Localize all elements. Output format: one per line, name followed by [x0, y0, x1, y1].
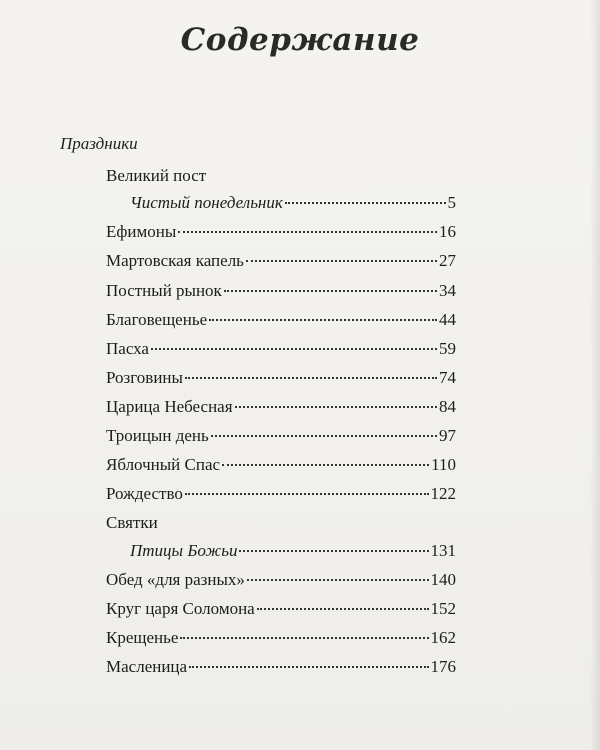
toc-entry-title: Масленица	[106, 657, 188, 676]
dot-leader	[211, 435, 437, 437]
toc-entry-page: 131	[430, 541, 456, 560]
toc-entry-page: 16	[439, 222, 456, 241]
toc-entry-page: 140	[430, 570, 456, 589]
toc-entry[interactable]	[106, 455, 456, 479]
toc-entry-page: 5	[447, 193, 456, 212]
dot-leader	[247, 579, 429, 581]
toc-entry[interactable]	[106, 339, 456, 363]
toc-heading-lent: Великий пост	[106, 166, 207, 185]
toc-entry-page: 97	[439, 426, 456, 445]
dot-leader	[239, 550, 428, 552]
dot-leader	[285, 202, 446, 204]
dot-leader	[185, 377, 437, 379]
toc-entry-title: Яблочный Спас	[106, 455, 221, 474]
toc-entry-title: Постный рынок	[106, 281, 222, 300]
toc-entry-title: Ефимоны	[106, 222, 177, 241]
dot-leader	[209, 319, 437, 321]
toc-entry-title: Рождество	[106, 484, 183, 503]
dot-leader	[151, 348, 437, 350]
dot-leader	[185, 493, 429, 495]
toc-entry[interactable]	[106, 426, 456, 450]
toc-entry-title: Розговины	[106, 368, 183, 387]
toc-entry-page: 122	[430, 484, 456, 503]
toc-entry[interactable]	[106, 570, 456, 594]
toc-entry-page: 27	[439, 251, 456, 270]
dot-leader	[222, 464, 429, 466]
dot-leader	[224, 290, 437, 292]
toc-entry-title: Чистый понедельник	[130, 193, 283, 212]
toc-entry[interactable]	[106, 657, 456, 681]
toc-entry-title: Птицы Божьи	[130, 541, 238, 560]
dot-leader	[189, 666, 428, 668]
toc-entry[interactable]	[106, 251, 456, 275]
toc-entry-page: 176	[430, 657, 456, 676]
toc-entry[interactable]	[106, 310, 456, 334]
dot-leader	[180, 637, 428, 639]
toc-entry[interactable]	[106, 484, 456, 508]
dot-leader	[178, 231, 437, 233]
toc-entry-title: Обед «для разных»	[106, 570, 245, 589]
toc-entry-page: 59	[439, 339, 456, 358]
toc-entry[interactable]	[106, 628, 456, 652]
toc-entry[interactable]	[130, 193, 456, 217]
toc-entry-page: 44	[439, 310, 456, 329]
dot-leader	[235, 406, 437, 408]
toc-entry-title: Мартовская капель	[106, 251, 244, 270]
dot-leader	[246, 260, 437, 262]
toc-entry[interactable]	[130, 541, 456, 565]
toc-entry-page: 162	[430, 628, 456, 647]
toc-entry-page: 152	[430, 599, 456, 618]
toc-entry[interactable]	[106, 222, 456, 246]
toc-entry[interactable]	[106, 368, 456, 392]
toc-entry-title: Круг царя Соломона	[106, 599, 255, 618]
toc-entry-page: 84	[439, 397, 456, 416]
toc-entry-page: 74	[439, 368, 456, 387]
section-heading: Праздники	[60, 134, 138, 153]
toc-entry[interactable]	[106, 281, 456, 305]
toc-entry-title: Царица Небесная	[106, 397, 233, 416]
toc-entry[interactable]	[106, 397, 456, 421]
toc-entry-title: Пасха	[106, 339, 149, 358]
toc-entry-page: 34	[439, 281, 456, 300]
toc-entry-page: 110	[431, 455, 456, 474]
toc-entry[interactable]	[106, 599, 456, 623]
page-edge-shadow	[590, 0, 600, 750]
toc-entry-title: Благовещенье	[106, 310, 208, 329]
toc-heading-svyatki: Святки	[106, 513, 158, 532]
toc-entry-title: Троицын день	[106, 426, 209, 445]
dot-leader	[257, 608, 429, 610]
page-title: Содержание	[180, 22, 420, 58]
toc-entry-title: Крещенье	[106, 628, 179, 647]
